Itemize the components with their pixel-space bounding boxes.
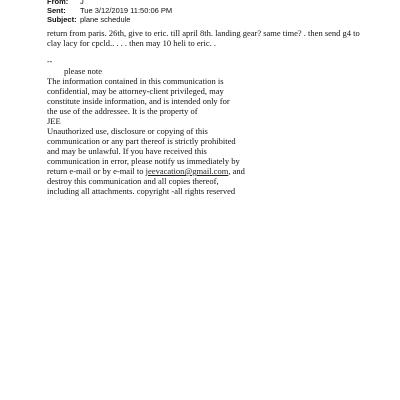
disclaimer-line: the use of the addressee. It is the property of [47,106,198,116]
email-body [47,28,367,196]
sent-value: Tue 3/12/2019 11:50:06 PM [80,6,173,15]
body-line: clay lacy for cpcld.. . . . then may 10 heli to eric. . [47,38,216,48]
email-line-suffix: , and [228,166,245,176]
body-line: return from paris. 26th, give to eric. till april 8th. landing gear? same time? . then send g4 to [47,28,360,38]
disclaimer-email-line [47,166,367,176]
from-value: J [80,0,84,6]
subject-value: plane schedule [80,15,131,24]
disclaimer-line: confidential, may be attorney-client privileged, may [47,86,224,96]
disclaimer-line: and may be unlawful. If you have received this [47,146,207,156]
subject-row [47,15,172,24]
disclaimer-line: Unauthorized use, disclosure or copying of this [47,126,208,136]
subject-label: Subject: [47,15,77,24]
signature-separator: -- [47,57,53,66]
disclaimer-line: The information contained in this communication is [47,76,224,86]
disclaimer-line: communication or any part thereof is strictly prohibited [47,136,236,146]
disclaimer-line: destroy this communication and all copies thereof, [47,176,219,186]
email-header [47,0,172,24]
from-label: From: [47,0,69,6]
disclaimer-line: including all attachments. copyright -all rights reserved [47,186,236,196]
email-line-prefix: return e-mail or by e-mail to [47,166,146,176]
disclaimer-line: communication in error, please notify us immediately by [47,156,240,166]
sent-label: Sent: [47,6,66,15]
sent-row [47,6,172,15]
email-link[interactable]: jeevacation@gmail.com [145,166,229,176]
signature-note: please note [64,66,102,76]
disclaimer-line: constitute inside information, and is intended only for [47,96,230,106]
disclaimer-line: JEE [47,116,61,126]
